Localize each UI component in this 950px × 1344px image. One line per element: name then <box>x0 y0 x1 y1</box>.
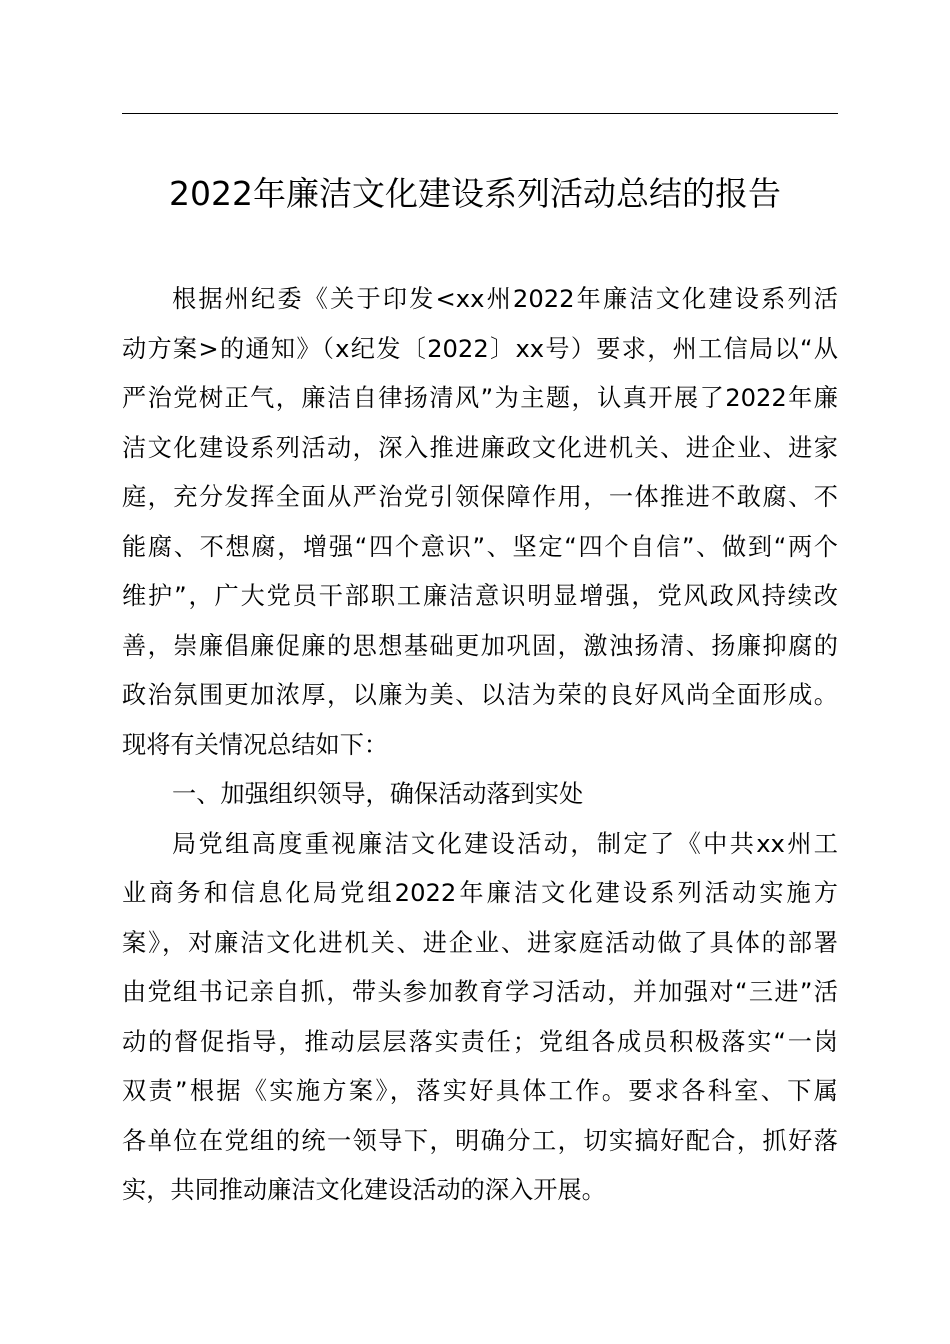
text-line: 能腐、不想腐，增强“四个意识”、坚定“四个自信”、做到“两个 <box>122 532 838 561</box>
text-line: 局党组高度重视廉洁文化建设活动，制定了《中共xx州工 <box>172 829 838 858</box>
document-title: 2022年廉洁文化建设系列活动总结的报告 <box>169 174 781 213</box>
text-line: 庭，充分发挥全面从严治党引领保障作用，一体推进不敢腐、不 <box>122 483 838 511</box>
text-line: 根据州纪委《关于印发<xx州2022年廉洁文化建设系列活 <box>172 285 838 313</box>
text-line: 双责”根据《实施方案》，落实好具体工作。要求各科室、下属 <box>122 1077 838 1105</box>
text-line: 政治氛围更加浓厚，以廉为美、以洁为荣的良好风尚全面形成。 <box>122 681 838 709</box>
text-line: 一、加强组织领导，确保活动落到实处 <box>172 780 584 808</box>
header-rule <box>122 113 838 114</box>
text-line: 严治党树正气，廉洁自律扬清风”为主题，认真开展了2022年廉 <box>122 384 838 412</box>
text-line: 动方案>的通知》（x纪发〔2022〕xx号）要求，州工信局以“从 <box>122 334 838 363</box>
text-line: 现将有关情况总结如下： <box>122 730 389 759</box>
document-body <box>122 275 838 1216</box>
text-line: 业商务和信息化局党组2022年廉洁文化建设系列活动实施方 <box>122 879 838 907</box>
text-line: 由党组书记亲自抓，带头参加教育学习活动，并加强对“三进”活 <box>122 978 838 1006</box>
text-line: 各单位在党组的统一领导下，明确分工，切实搞好配合，抓好落 <box>122 1126 838 1155</box>
text-line: 实，共同推动廉洁文化建设活动的深入开展。 <box>122 1176 606 1204</box>
text-line: 案》，对廉洁文化进机关、进企业、进家庭活动做了具体的部署 <box>122 928 838 957</box>
text-line: 动的督促指导，推动层层落实责任；党组各成员积极落实“一岗 <box>122 1027 838 1056</box>
text-line: 善，崇廉倡廉促廉的思想基础更加巩固，激浊扬清、扬廉抑腐的 <box>122 631 838 660</box>
text-line: 洁文化建设系列活动，深入推进廉政文化进机关、进企业、进家 <box>122 433 838 462</box>
text-line: 维护”，广大党员干部职工廉洁意识明显增强，党风政风持续改 <box>122 582 838 610</box>
